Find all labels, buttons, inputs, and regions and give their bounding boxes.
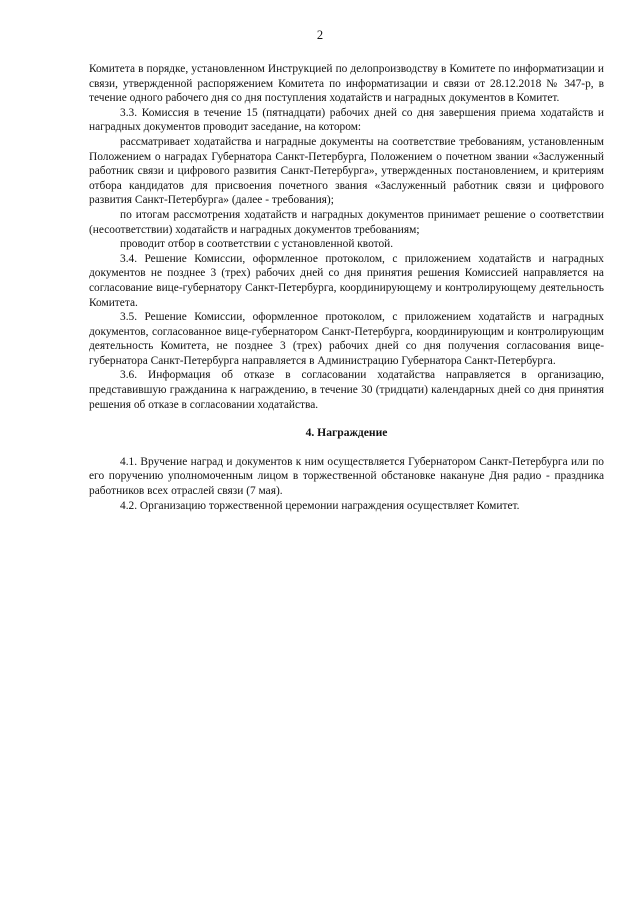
paragraph-3-6: 3.6. Информация об отказе в согласовании ходатайства направляется в организацию, представившую гражданина к награждению, в течение 30 (тридцати) календарных дней со дня принятия решения об отказе в согласовании ходатайства. (89, 369, 604, 411)
section-heading: 4. Награждение (305, 426, 388, 440)
paragraph-continuation: Комитета в порядке, установленном Инструкцией по делопроизводству в Комитете по информатизации и связи, утвержденной распоряжением Комитета по информатизации и связи от 28.12.2018 № 347-р, в течение одного рабочего дня со дня поступления ходатайств и наградных документов в Комитет. (89, 63, 604, 105)
paragraph-3-4: 3.4. Решение Комиссии, оформленное протоколом, с приложением ходатайств и наградных документов не позднее 3 (трех) рабочих дней со дня принятия решения Комиссией направляется на согласование вице-губернатору Санкт-Петербурга, координирующему и контролирующему деятельность Комитета. (89, 252, 604, 309)
paragraph-4-1: 4.1. Вручение наград и документов к ним осуществляется Губернатором Санкт-Петербурга или по его поручению уполномоченным лицом в торжественной обстановке накануне Дня радио - праздника работников всех отраслей связи (7 мая). (89, 455, 604, 498)
paragraph-3-3: 3.3. Комиссия в течение 15 (пятнадцати) рабочих дней со дня завершения приема ходатайств и наградных документов проводит заседание, на котором: (89, 106, 604, 134)
paragraph-3-5: 3.5. Решение Комиссии, оформленное протоколом, с приложением ходатайств и наградных документов, согласованное вице-губернатором Санкт-Петербурга, координирующим и контролирующим деятельность Комитета, не позднее 3 (трех) рабочих дней со дня получения согласования вице-губернатора Санкт-Петербурга направляется в Администрацию Губернатора Санкт-Петербурга. (89, 311, 604, 367)
paragraph-reviews: рассматривает ходатайства и наградные документы на соответствие требованиям, установленным Положением о наградах Губернатора Санкт-Петербурга, Положением о почетном звании «Заслуженный работник связи и цифрового развития Санкт-Петербурга», утвержденных постановлением, и критериям отбора кандидатов для присвоения почетного звания «Заслуженный работник связи и цифрового развития Санкт-Петербурга» (далее - требования); (89, 135, 604, 207)
paragraph-decision: по итогам рассмотрения ходатайств и наградных документов принимает решение о соответствии (несоответствии) ходатайств и наградных документов требованиям; (89, 208, 604, 236)
paragraph-selection: проводит отбор в соответствии с установленной квотой. (120, 238, 394, 251)
document-body (89, 62, 604, 513)
paragraph-4-2: 4.2. Организацию торжественной церемонии награждения осуществляет Комитет. (120, 499, 520, 512)
page-number: 2 (316, 28, 324, 42)
